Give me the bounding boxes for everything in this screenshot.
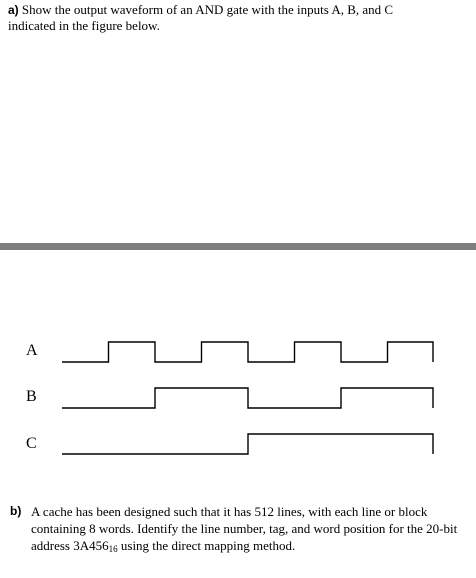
section-divider [0, 243, 476, 250]
signal-c-row [26, 434, 433, 454]
question-b-text-end: using the direct mapping method. [117, 538, 296, 553]
signal-b-label: B [26, 388, 37, 405]
address-base-subscript: 16 [108, 544, 118, 554]
question-a-text-line1: Show the output waveform of an AND gate with the inputs A, B, and C [21, 2, 394, 17]
signal-a-row [26, 342, 433, 362]
signal-a-waveform [62, 342, 433, 362]
question-b-label: b) [10, 504, 22, 518]
timing-diagram [0, 320, 476, 470]
question-a [8, 2, 468, 33]
question-b-text [31, 503, 470, 558]
question-a-text-line2: indicated in the figure below. [8, 18, 160, 33]
question-a-label: a) [8, 3, 19, 17]
signal-b-row [26, 388, 433, 408]
question-b-text-main: A cache has been designed such that it has 512 lines, with each line or block containing 8 words. Identify the line number, tag, and word position for the 20-bit address 3A456 [31, 504, 458, 553]
question-b [10, 503, 470, 558]
signal-a-label: A [26, 342, 38, 359]
signal-b-waveform [62, 388, 433, 408]
signal-c-waveform [62, 434, 433, 454]
signal-c-label: C [26, 435, 37, 452]
